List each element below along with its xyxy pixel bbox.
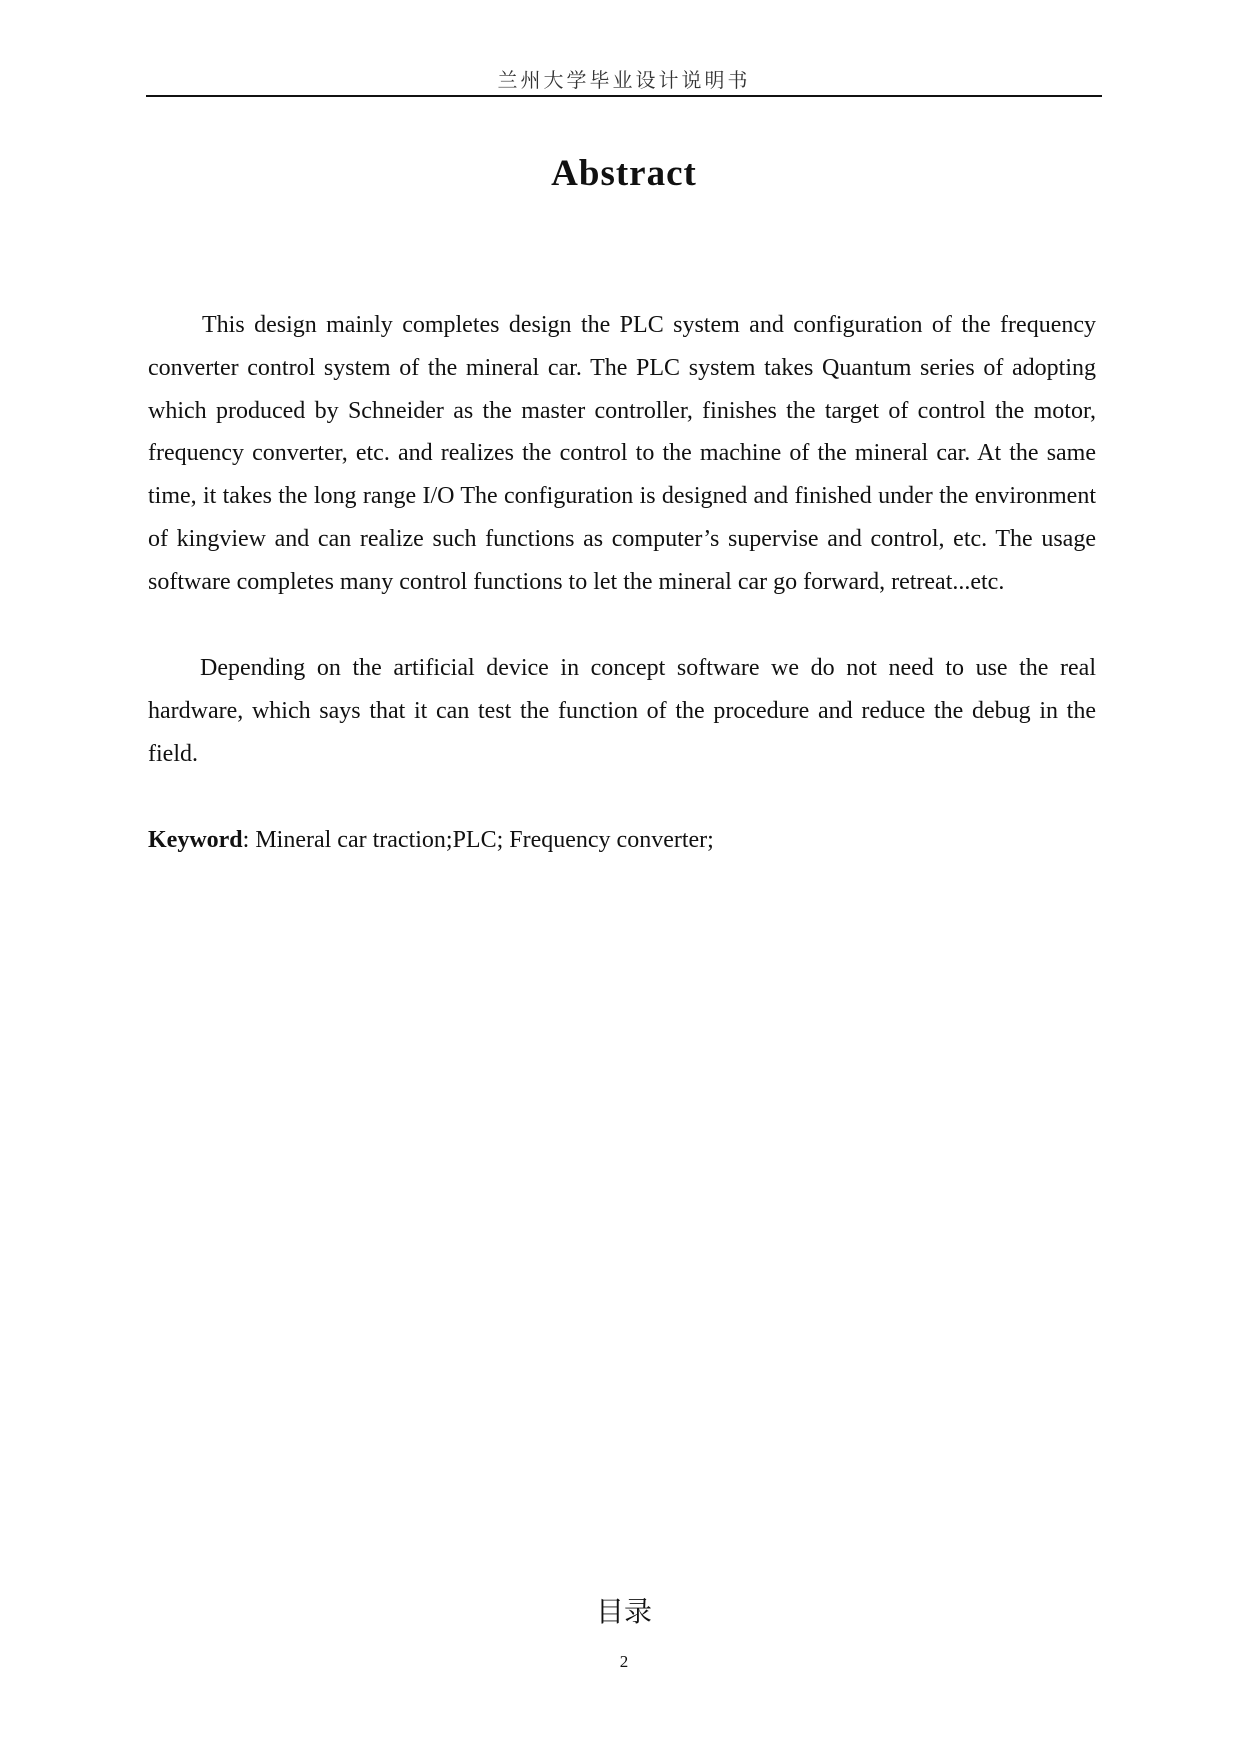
keyword-separator: : bbox=[242, 827, 256, 853]
running-header: 兰州大学毕业设计说明书 bbox=[497, 68, 751, 92]
keyword-label: Keyword bbox=[148, 827, 243, 853]
page-number: 2 bbox=[619, 1652, 629, 1671]
header-rule bbox=[146, 95, 1102, 97]
keyword-list: Mineral car traction;PLC; Frequency converter; bbox=[255, 827, 714, 853]
abstract-paragraph-2: Depending on the artificial device in concept software we do not need to use the real hardware, which says that it can test the function of the procedure and reduce the debug in the field. bbox=[148, 655, 1096, 767]
keyword-line bbox=[148, 819, 1096, 861]
toc-title: 目录 bbox=[595, 1595, 652, 1628]
abstract-title: Abstract bbox=[551, 153, 697, 194]
abstract-paragraph-1: This design mainly completes design the PLC system and configuration of the frequency converter control system of the mineral car. The PLC system takes Quantum series of adopting which produced by Schneider as the master controller, finishes the target of control the motor, frequency converter, etc. and realizes the control to the machine of the mineral car. At the same time, it takes the long range I/O The configuration is designed and finished under the environment of kingview and can realize such functions as computer’s supervise and control, etc. The usage software completes many control functions to let the mineral car go forward, retreat...etc. bbox=[148, 312, 1096, 595]
